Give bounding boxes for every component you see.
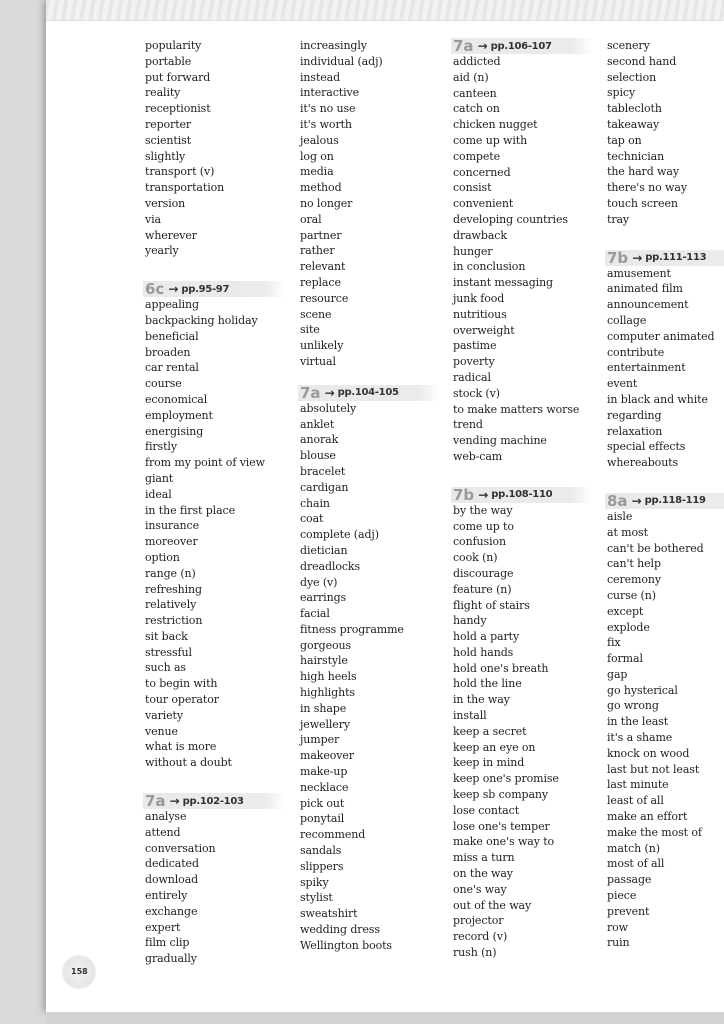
vocab-word: event [607, 377, 638, 391]
vocab-word: oral [300, 212, 322, 226]
vocab-word: discourage [453, 566, 514, 580]
vocab-word: amusement [607, 266, 671, 280]
vocab-word: keep a secret [453, 724, 527, 738]
vocab-word: scientist [145, 133, 192, 147]
vocab-word: vending machine [453, 434, 547, 448]
section-code: 7b [453, 485, 475, 504]
vocab-word: last but not least [607, 762, 700, 776]
vocab-word: ponytail [300, 812, 345, 826]
vocab-word: record (v) [453, 930, 508, 944]
vocab-word: it's no use [300, 102, 356, 116]
section-header [143, 793, 285, 809]
vocab-word: restriction [145, 614, 203, 628]
vocab-word: whereabouts [607, 456, 679, 470]
vocab-word: regarding [607, 408, 662, 422]
vocab-word: ideal [145, 487, 172, 501]
vocab-word: recommend [300, 828, 366, 842]
vocab-word: reporter [145, 117, 192, 131]
vocab-word: jealous [300, 133, 339, 147]
vocab-word: coat [300, 512, 324, 526]
vocab-word: slightly [145, 149, 186, 163]
vocab-word: dietician [300, 543, 348, 557]
vocab-word: film clip [145, 936, 190, 950]
vocab-word: hold hands [453, 645, 514, 659]
vocab-word: moreover [145, 535, 198, 549]
vocab-word: animated film [607, 282, 683, 296]
vocab-word: keep in mind [453, 756, 525, 770]
vocab-word: jewellery [300, 717, 350, 731]
vocab-word: method [300, 181, 342, 195]
vocab-word: make one's way to [453, 835, 555, 849]
vocab-word: install [453, 709, 487, 723]
vocab-word: anklet [300, 417, 335, 431]
vocab-word: go wrong [607, 699, 659, 713]
vocab-word: what is more [145, 740, 217, 754]
vocab-word: wherever [145, 228, 197, 242]
vocab-word: developing countries [453, 212, 568, 226]
top-decorative-band [46, 0, 724, 21]
vocab-word: web-cam [453, 449, 503, 463]
arrow-right-icon: → [168, 282, 179, 297]
vocab-word: cardigan [300, 480, 349, 494]
vocab-word: dreadlocks [300, 559, 361, 573]
vocab-word: pick out [300, 796, 345, 810]
vocab-word: make an effort [607, 810, 688, 824]
vocab-word: to begin with [145, 677, 218, 691]
vocab-word: media [300, 165, 334, 179]
vocab-word: compete [453, 149, 500, 163]
vocab-word: interactive [300, 86, 360, 100]
vocab-word: drawback [453, 228, 507, 242]
vocab-word: reality [145, 86, 181, 100]
vocab-word: poverty [453, 355, 495, 369]
vocab-word: trend [453, 418, 483, 432]
vocab-word: virtual [300, 354, 336, 368]
section-header [605, 250, 724, 266]
arrow-right-icon: → [477, 39, 488, 53]
vocab-word: firstly [145, 440, 177, 454]
vocab-word: convenient [453, 197, 514, 211]
vocab-word: via [145, 212, 161, 226]
vocab-word: aid (n) [453, 70, 489, 84]
vocab-word: the hard way [607, 165, 679, 179]
arrow-right-icon: → [478, 487, 489, 502]
vocab-word: range (n) [145, 566, 196, 580]
section-header [143, 281, 285, 297]
vocab-word: tour operator [145, 693, 219, 707]
vocab-word: unlikely [300, 339, 344, 353]
vocab-word: facial [300, 607, 330, 621]
vocab-word: it's a shame [607, 731, 673, 745]
vocab-word: announcement [607, 298, 689, 312]
vocab-word: nutritious [453, 307, 507, 321]
vocab-word: in the first place [145, 503, 236, 517]
vocab-word: least of all [607, 794, 664, 808]
section-pages: pp.118-119 [644, 495, 706, 507]
page-bottom-edge [46, 1012, 724, 1024]
vocab-word: touch screen [607, 196, 678, 210]
vocab-word: collage [607, 313, 647, 327]
vocab-word: it's worth [300, 117, 352, 131]
vocab-word: stock (v) [453, 386, 500, 400]
vocab-word: absolutely [300, 401, 357, 415]
vocab-word: selection [607, 70, 657, 84]
vocab-word: most of all [607, 857, 665, 871]
vocab-word: cook (n) [453, 551, 498, 565]
section-header [605, 493, 724, 509]
word-column-4 [607, 38, 724, 951]
word-column-1 [145, 38, 295, 967]
vocab-word: feature (n) [453, 582, 512, 596]
vocab-word: ceremony [607, 573, 661, 587]
vocab-word: insurance [145, 519, 200, 533]
vocab-word: to make matters worse [453, 402, 580, 416]
vocab-word: tablecloth [607, 102, 662, 116]
vocab-word: on the way [453, 867, 513, 881]
vocab-word: rush (n) [453, 946, 497, 960]
vocab-word: attend [145, 825, 181, 839]
vocab-word: appealing [145, 298, 199, 312]
section-pages: pp.102-103 [182, 795, 244, 807]
vocab-word: can't help [607, 557, 661, 571]
section-pages: pp.111-113 [645, 252, 707, 264]
vocab-word: site [300, 323, 320, 337]
vocab-word: receptionist [145, 102, 211, 116]
vocab-word: contribute [607, 345, 665, 359]
vocab-word: in conclusion [453, 260, 526, 274]
vocab-word: fix [607, 636, 621, 650]
word-column-3 [453, 38, 603, 961]
vocab-word: entertainment [607, 361, 686, 375]
vocab-word: miss a turn [453, 851, 515, 865]
vocab-word: junk food [453, 291, 505, 305]
vocab-word: replace [300, 275, 341, 289]
vocab-word: keep one's promise [453, 772, 559, 786]
vocab-word: at most [607, 525, 648, 539]
book-page [46, 0, 724, 1012]
vocab-word: download [145, 873, 199, 887]
vocab-word: instant messaging [453, 276, 554, 290]
vocab-word: come up with [453, 133, 528, 147]
vocab-word: gorgeous [300, 638, 352, 652]
section-spacer [607, 228, 724, 250]
vocab-word: explode [607, 620, 650, 634]
vocab-word: put forward [145, 70, 211, 84]
vocab-word: relatively [145, 598, 197, 612]
vocab-word: expert [145, 920, 181, 934]
vocab-word: version [145, 196, 186, 210]
section-pages: pp.104-105 [337, 387, 399, 399]
section-pages: pp.95-97 [181, 283, 230, 295]
vocab-word: dedicated [145, 857, 199, 871]
vocab-word: car rental [145, 361, 199, 375]
vocab-word: transport (v) [145, 165, 215, 179]
vocab-word: venue [145, 724, 178, 738]
vocab-word: high heels [300, 670, 357, 684]
vocab-word: increasingly [300, 39, 367, 52]
vocab-word: knock on wood [607, 746, 690, 760]
vocab-word: last minute [607, 778, 669, 792]
vocab-word: yearly [145, 244, 179, 258]
vocab-word: make-up [300, 765, 348, 779]
vocab-word: by the way [453, 503, 513, 517]
vocab-word: sandals [300, 844, 342, 858]
vocab-word: keep sb company [453, 788, 549, 802]
vocab-word: scenery [607, 39, 650, 52]
arrow-right-icon: → [632, 250, 643, 265]
vocab-word: Wellington boots [300, 938, 392, 952]
vocab-word: hold the line [453, 677, 522, 691]
vocab-word: complete (adj) [300, 528, 379, 542]
vocab-word: ruin [607, 936, 630, 950]
vocab-word: resource [300, 291, 349, 305]
vocab-word: formal [607, 652, 643, 666]
vocab-word: one's way [453, 882, 507, 896]
section-code: 7a [453, 37, 474, 55]
vocab-word: broaden [145, 345, 191, 359]
vocab-word: conversation [145, 841, 216, 855]
vocab-word: go hysterical [607, 683, 678, 697]
vocab-word: chicken nugget [453, 118, 538, 132]
vocab-word: handy [453, 614, 487, 628]
vocab-word: analyse [145, 810, 187, 824]
section-pages: pp.108-110 [491, 489, 553, 501]
section-spacer [453, 465, 603, 487]
section-spacer [300, 370, 450, 385]
vocab-word: partner [300, 228, 342, 242]
vocab-word: gap [607, 667, 628, 681]
vocab-word: chain [300, 496, 330, 510]
section-header [451, 38, 593, 54]
vocab-word: exchange [145, 904, 198, 918]
vocab-word: rather [300, 244, 335, 258]
vocab-word: course [145, 377, 182, 391]
vocab-word: portable [145, 54, 192, 68]
vocab-word: lose one's temper [453, 819, 550, 833]
vocab-word: come up to [453, 519, 514, 533]
page-number: 158 [71, 967, 88, 976]
vocab-word: row [607, 920, 628, 934]
vocab-word: prevent [607, 904, 650, 918]
vocab-word: tap on [607, 133, 642, 147]
vocab-word: sit back [145, 629, 188, 643]
vocab-word: technician [607, 149, 665, 163]
vocab-word: passage [607, 873, 652, 887]
vocab-word: earrings [300, 591, 347, 605]
vocab-word: curse (n) [607, 588, 656, 602]
vocab-word: energising [145, 424, 204, 438]
vocab-word: can't be bothered [607, 541, 704, 555]
vocab-word: consist [453, 181, 492, 195]
vocab-word: instead [300, 70, 341, 84]
vocab-word: in the least [607, 715, 669, 729]
section-spacer [145, 259, 295, 281]
vocab-word: make the most of [607, 825, 702, 839]
section-header [451, 487, 593, 503]
vocab-word: computer animated [607, 329, 715, 343]
vocab-word: scene [300, 307, 332, 321]
vocab-word: out of the way [453, 898, 532, 912]
vocab-word: hold a party [453, 630, 520, 644]
vocab-word: overweight [453, 323, 515, 337]
vocab-word: giant [145, 471, 174, 485]
vocab-word: such as [145, 661, 186, 675]
arrow-right-icon: → [169, 794, 180, 809]
vocab-word: takeaway [607, 117, 660, 131]
vocab-word: stylist [300, 891, 333, 905]
arrow-right-icon: → [324, 385, 335, 400]
vocab-word: highlights [300, 686, 355, 700]
vocab-word: makeover [300, 749, 354, 763]
vocab-word: in the way [453, 693, 510, 707]
vocab-word: concerned [453, 165, 511, 179]
vocab-word: beneficial [145, 329, 199, 343]
vocab-word: necklace [300, 780, 349, 794]
vocab-word: individual (adj) [300, 54, 383, 68]
section-spacer [145, 771, 295, 793]
section-code: 7a [300, 383, 321, 402]
vocab-word: piece [607, 889, 637, 903]
vocab-word: backpacking holiday [145, 313, 258, 327]
vocab-word: no longer [300, 196, 353, 210]
vocab-word: keep an eye on [453, 740, 536, 754]
vocab-word: popularity [145, 39, 202, 52]
vocab-word: confusion [453, 535, 506, 549]
word-column-2 [300, 38, 450, 954]
vocab-word: lose contact [453, 803, 520, 817]
vocab-word: in black and white [607, 392, 708, 406]
vocab-word: canteen [453, 86, 497, 100]
vocab-word: bracelet [300, 464, 346, 478]
section-code: 8a [607, 491, 628, 510]
vocab-word: economical [145, 392, 208, 406]
vocab-word: relaxation [607, 424, 663, 438]
vocab-word: match (n) [607, 841, 660, 855]
section-code: 6c [145, 280, 165, 299]
vocab-word: wedding dress [300, 923, 380, 937]
vocab-word: except [607, 604, 644, 618]
vocab-word: catch on [453, 102, 500, 116]
vocab-word: employment [145, 408, 213, 422]
vocab-word: pastime [453, 339, 497, 353]
vocab-word: there's no way [607, 181, 687, 195]
vocab-word: spiky [300, 875, 329, 889]
vocab-word: dye (v) [300, 575, 338, 589]
vocab-word: spicy [607, 86, 636, 100]
vocab-word: entirely [145, 889, 188, 903]
vocab-word: addicted [453, 55, 501, 68]
section-code: 7b [607, 248, 629, 267]
vocab-word: gradually [145, 952, 197, 966]
vocab-word: sweatshirt [300, 907, 358, 921]
vocab-word: second hand [607, 54, 677, 68]
section-header [298, 385, 440, 401]
vocab-word: log on [300, 149, 334, 163]
vocab-word: projector [453, 914, 504, 928]
vocab-word: option [145, 550, 180, 564]
arrow-right-icon: → [631, 493, 642, 508]
vocab-word: special effects [607, 440, 686, 454]
vocab-word: hold one's breath [453, 661, 549, 675]
vocab-word: flight of stairs [453, 598, 530, 612]
vocab-word: in shape [300, 701, 347, 715]
page-number-badge [62, 955, 96, 989]
vocab-word: anorak [300, 433, 339, 447]
vocab-word: hairstyle [300, 654, 348, 668]
section-code: 7a [145, 792, 166, 811]
vocab-word: transportation [145, 181, 225, 195]
section-spacer [607, 471, 724, 493]
vocab-word: refreshing [145, 582, 202, 596]
vocab-word: without a doubt [145, 756, 232, 770]
vocab-word: jumper [300, 733, 340, 747]
vocab-word: hunger [453, 244, 493, 258]
vocab-word: blouse [300, 449, 336, 463]
vocab-word: stressful [145, 645, 192, 659]
vocab-word: from my point of view [145, 456, 265, 470]
section-pages: pp.106-107 [490, 40, 552, 52]
vocab-word: fitness programme [300, 622, 404, 636]
vocab-word: radical [453, 370, 491, 384]
vocab-word: variety [145, 708, 183, 722]
vocab-word: tray [607, 212, 630, 226]
vocab-word: aisle [607, 509, 633, 523]
vocab-word: slippers [300, 859, 344, 873]
vocab-word: relevant [300, 260, 346, 274]
